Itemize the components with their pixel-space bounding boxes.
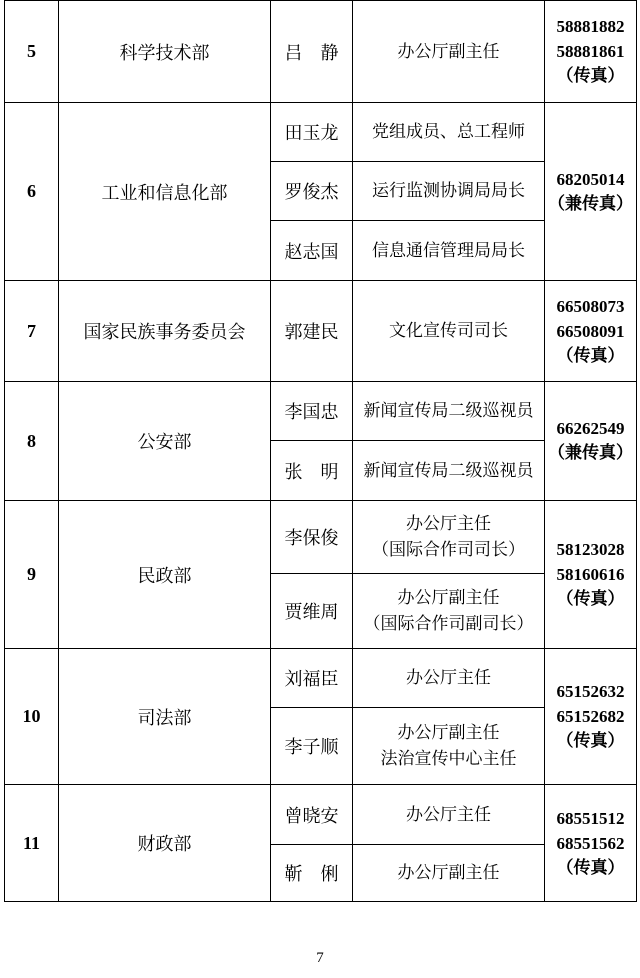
phone-number: 58123028 bbox=[556, 540, 625, 559]
department-name: 司法部 bbox=[59, 649, 271, 785]
contact-title: 信息通信管理局局长 bbox=[353, 221, 545, 281]
row-number: 6 bbox=[5, 103, 59, 281]
department-name: 民政部 bbox=[59, 501, 271, 649]
contact-title: 办公厅副主任 bbox=[353, 1, 545, 103]
row-number: 9 bbox=[5, 501, 59, 649]
phone-cell bbox=[545, 103, 637, 281]
phone-cell bbox=[545, 785, 637, 902]
table-row bbox=[5, 382, 637, 441]
phone-number: 68205014 bbox=[556, 169, 625, 189]
department-name: 工业和信息化部 bbox=[59, 103, 271, 281]
contact-name: 贾维周 bbox=[271, 574, 353, 649]
contact-title: 运行监测协调局局长 bbox=[353, 162, 545, 221]
phone-number: 65152632 bbox=[556, 682, 625, 701]
table-row bbox=[5, 103, 637, 162]
department-name: 财政部 bbox=[59, 785, 271, 902]
contact-title: 办公厅副主任 法治宣传中心主任 bbox=[353, 708, 545, 785]
fax-number: 68551562 bbox=[556, 833, 625, 853]
phone-cell bbox=[545, 382, 637, 501]
table-row bbox=[5, 785, 637, 845]
phone-cell bbox=[545, 281, 637, 382]
fax-number: 58881861 bbox=[556, 42, 625, 61]
page-number: 7 bbox=[316, 950, 324, 966]
fax-note: （传真） bbox=[556, 857, 625, 878]
department-name: 科学技术部 bbox=[59, 1, 271, 103]
contact-name: 郭建民 bbox=[271, 281, 353, 382]
table-row bbox=[5, 501, 637, 574]
contact-name: 李子顺 bbox=[271, 708, 353, 785]
contact-title: 办公厅副主任 （国际合作司副司长） bbox=[353, 574, 545, 649]
contact-name: 李国忠 bbox=[271, 382, 353, 441]
row-number: 10 bbox=[5, 649, 59, 785]
fax-note: （兼传真） bbox=[548, 193, 633, 214]
phone-number: 58881882 bbox=[556, 17, 625, 36]
contact-name: 李保俊 bbox=[271, 501, 353, 574]
phone-number: 66262549 bbox=[556, 419, 625, 438]
row-number: 8 bbox=[5, 382, 59, 501]
phone-number: 68551512 bbox=[556, 808, 625, 828]
fax-note: （兼传真） bbox=[548, 443, 633, 463]
contact-name: 曾晓安 bbox=[271, 785, 353, 845]
contact-title: 办公厅主任 bbox=[353, 649, 545, 708]
row-number: 7 bbox=[5, 281, 59, 382]
fax-number: 66508091 bbox=[556, 321, 625, 341]
department-name: 国家民族事务委员会 bbox=[59, 281, 271, 382]
contact-title: 办公厅副主任 bbox=[353, 845, 545, 902]
contact-name: 吕 静 bbox=[271, 1, 353, 103]
phone-cell bbox=[545, 501, 637, 649]
table-row bbox=[5, 1, 637, 103]
fax-note: （传真） bbox=[556, 589, 625, 609]
contact-name: 刘福臣 bbox=[271, 649, 353, 708]
phone-cell bbox=[545, 649, 637, 785]
contact-name: 田玉龙 bbox=[271, 103, 353, 162]
phone-number: 66508073 bbox=[556, 296, 625, 316]
contact-name: 罗俊杰 bbox=[271, 162, 353, 221]
contact-title: 党组成员、总工程师 bbox=[353, 103, 545, 162]
fax-number: 65152682 bbox=[556, 707, 625, 726]
contact-title: 文化宣传司司长 bbox=[353, 281, 545, 382]
fax-number: 58160616 bbox=[556, 565, 625, 584]
fax-note: （传真） bbox=[556, 66, 625, 86]
contact-name: 张 明 bbox=[271, 441, 353, 501]
department-name: 公安部 bbox=[59, 382, 271, 501]
fax-note: （传真） bbox=[556, 731, 625, 751]
table-row bbox=[5, 649, 637, 708]
contact-title: 新闻宣传局二级巡视员 bbox=[353, 382, 545, 441]
row-number: 5 bbox=[5, 1, 59, 103]
contact-title: 办公厅主任 （国际合作司司长） bbox=[353, 501, 545, 574]
contact-name: 赵志国 bbox=[271, 221, 353, 281]
contact-title: 办公厅主任 bbox=[353, 785, 545, 845]
fax-note: （传真） bbox=[556, 345, 625, 366]
row-number: 11 bbox=[5, 785, 59, 902]
contact-name: 靳 俐 bbox=[271, 845, 353, 902]
contact-table bbox=[4, 0, 637, 902]
contact-title: 新闻宣传局二级巡视员 bbox=[353, 441, 545, 501]
table-row bbox=[5, 281, 637, 382]
phone-cell bbox=[545, 1, 637, 103]
